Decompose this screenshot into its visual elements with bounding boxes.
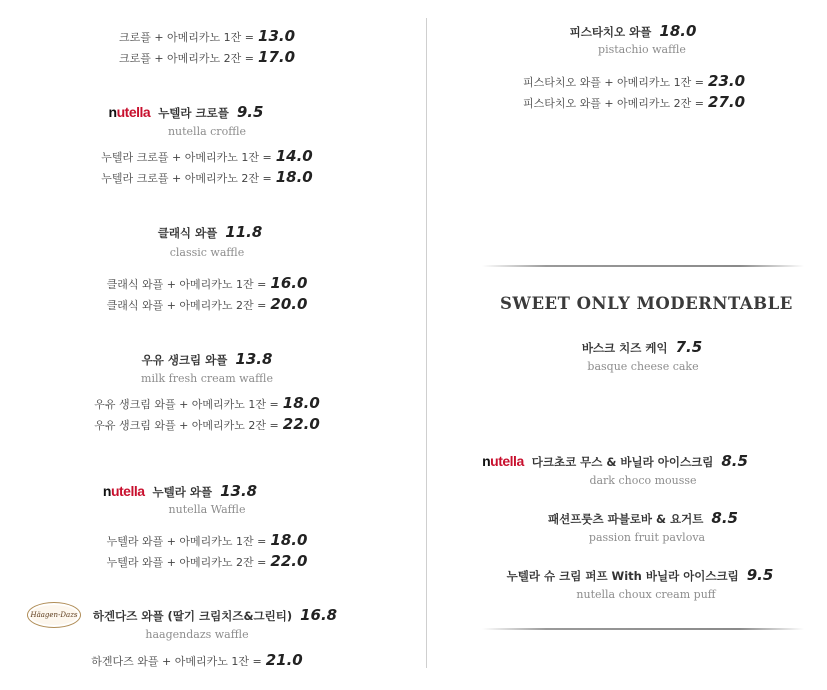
item-price: 13.8 — [220, 482, 258, 500]
nutella-logo: nutella — [108, 104, 151, 120]
menu-item-title — [570, 21, 697, 40]
item-price: 9.5 — [746, 566, 774, 584]
item-subtitle: nutella croffle — [167, 125, 247, 138]
set-row — [101, 146, 312, 165]
item-subtitle: basque cheese cake — [587, 360, 699, 373]
menu-item-title — [103, 481, 257, 500]
set-price: 22.0 — [270, 552, 308, 570]
item-subtitle: milk fresh cream waffle — [141, 372, 273, 385]
set-label: 피스타치오 와플 + 아메리카노 2잔 = — [522, 97, 705, 110]
item-name: 누텔라 와플 — [152, 485, 213, 499]
item-price: 8.5 — [721, 452, 748, 470]
set-label: 클래식 와플 + 아메리카노 2잔 = — [106, 299, 267, 312]
item-subtitle: haagendazs waffle — [145, 628, 249, 641]
set-label: 피스타치오 와플 + 아메리카노 1잔 = — [522, 76, 705, 89]
haagen-dazs-logo: Häagen-Dazs — [27, 602, 81, 628]
set-row — [94, 393, 320, 412]
set-price: 27.0 — [708, 93, 746, 111]
item-price: 18.0 — [659, 22, 697, 40]
set-label: 하겐다즈 와플 + 아메리카노 1잔 = — [91, 655, 262, 668]
item-subtitle: nutella choux cream puff — [576, 588, 716, 601]
column-divider — [426, 18, 427, 668]
menu-item-title — [507, 565, 774, 584]
set-row — [107, 294, 308, 313]
section-divider — [482, 628, 804, 630]
item-name: 우유 생크림 와플 — [141, 353, 228, 367]
item-subtitle: nutella Waffle — [168, 503, 246, 516]
set-label: 누텔라 와플 + 아메리카노 2잔 = — [106, 556, 267, 569]
menu-item-title — [548, 508, 738, 527]
item-subtitle: dark choco mousse — [589, 474, 697, 487]
set-row — [91, 650, 302, 669]
set-price: 22.0 — [282, 415, 320, 433]
item-subtitle: pistachio waffle — [598, 43, 686, 56]
item-price: 8.5 — [711, 509, 738, 527]
menu-item-title — [582, 337, 702, 356]
item-name: 피스타치오 와플 — [569, 25, 652, 39]
menu-item-title — [109, 102, 264, 121]
section-divider — [482, 265, 804, 267]
set-row — [101, 167, 312, 186]
set-price: 23.0 — [708, 72, 746, 90]
set-row — [94, 414, 320, 433]
set-label: 우유 생크림 와플 + 아메리카노 1잔 = — [94, 398, 279, 411]
section-heading: SWEET ONLY MODERNTABLE — [500, 294, 793, 313]
item-name: 누텔라 슈 크림 퍼프 With 바닐라 아이스크림 — [506, 569, 739, 583]
set-price: 14.0 — [275, 147, 313, 165]
set-price: 18.0 — [275, 168, 313, 186]
item-price: 16.8 — [300, 606, 338, 624]
item-name: 하겐다즈 와플 (딸기 크림치즈&그린티) — [92, 609, 293, 623]
set-row — [107, 530, 308, 549]
set-price: 18.0 — [282, 394, 320, 412]
menu-item-title — [482, 451, 748, 470]
item-name: 바스크 치즈 케익 — [581, 341, 668, 355]
set-label: 누텔라 크로플 + 아메리카노 1잔 = — [101, 151, 272, 164]
set-label: 우유 생크림 와플 + 아메리카노 2잔 = — [94, 419, 279, 432]
set-label: 크로플 + 아메리카노 2잔 = — [118, 52, 255, 65]
item-name: 누텔라 크로플 — [158, 106, 229, 120]
set-label: 누텔라 크로플 + 아메리카노 2잔 = — [101, 172, 272, 185]
set-price: 16.0 — [270, 274, 308, 292]
set-price: 13.0 — [258, 27, 296, 45]
menu-item-title — [158, 222, 263, 241]
set-price: 20.0 — [270, 295, 308, 313]
nutella-logo: nutella — [482, 453, 524, 469]
set-price: 21.0 — [265, 651, 303, 669]
item-subtitle: passion fruit pavlova — [588, 531, 706, 544]
set-label: 클래식 와플 + 아메리카노 1잔 = — [106, 278, 267, 291]
set-row — [107, 551, 308, 570]
set-price: 18.0 — [270, 531, 308, 549]
item-name: 패션프룻츠 파블로바 & 요거트 — [548, 512, 704, 526]
item-name: 다크초코 무스 & 바닐라 아이스크림 — [531, 455, 714, 469]
nutella-logo: nutella — [102, 483, 145, 499]
set-row — [119, 26, 295, 45]
item-price: 9.5 — [236, 103, 264, 121]
menu-item-title — [93, 605, 337, 624]
item-price: 7.5 — [675, 338, 703, 356]
set-row — [523, 71, 745, 90]
item-price: 11.8 — [225, 223, 263, 241]
item-subtitle: classic waffle — [169, 246, 245, 259]
set-row — [523, 92, 745, 111]
set-price: 17.0 — [258, 48, 296, 66]
menu-item-title — [142, 349, 273, 368]
item-price: 13.8 — [235, 350, 273, 368]
set-label: 크로플 + 아메리카노 1잔 = — [118, 31, 255, 44]
item-name: 클래식 와플 — [157, 226, 218, 240]
set-row — [119, 47, 295, 66]
set-row — [107, 273, 308, 292]
set-label: 누텔라 와플 + 아메리카노 1잔 = — [106, 535, 267, 548]
